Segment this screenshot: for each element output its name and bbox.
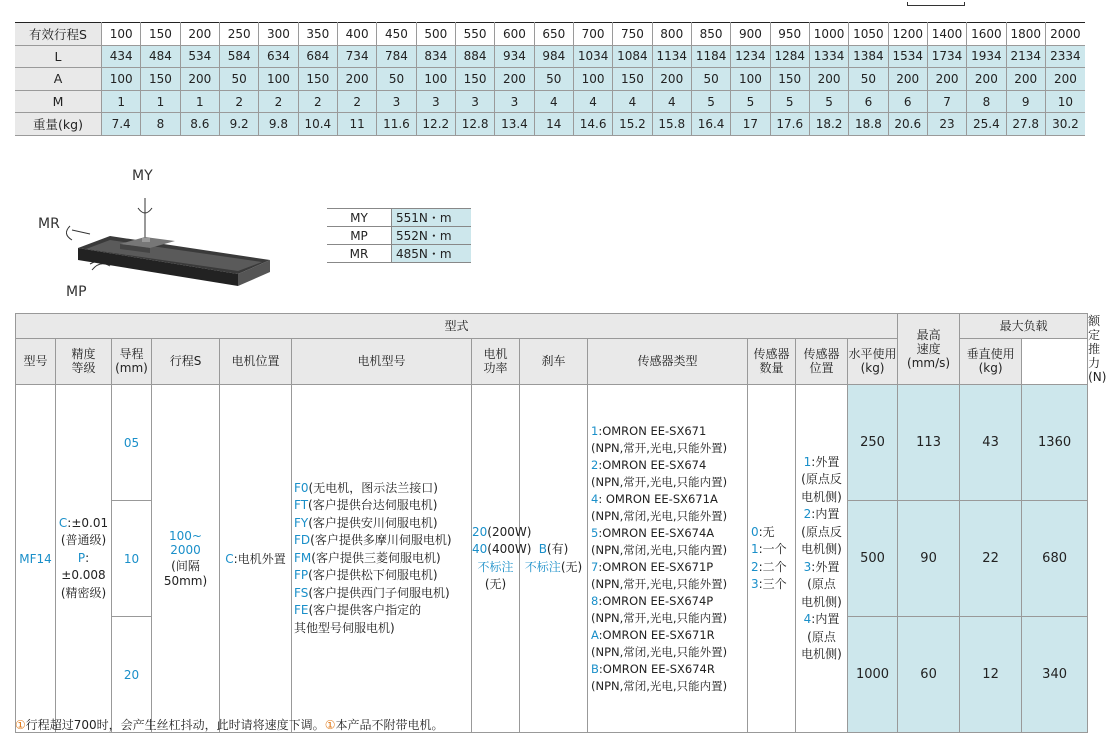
power-option-text: (无) — [484, 577, 507, 591]
spec-cell: 8 — [141, 113, 180, 136]
spec-cell: 1534 — [888, 45, 927, 68]
sensor-option-code: A — [591, 627, 599, 642]
spec-cell: 9.2 — [219, 113, 258, 136]
spec-cell: 700 — [573, 23, 612, 46]
spec-cell: 800 — [652, 23, 691, 46]
motor-option-code: FP — [294, 568, 309, 583]
spec-row-label: 重量(kg) — [15, 113, 102, 136]
sensor-position-option-text: (原点 — [807, 629, 836, 644]
sensor-type-cell — [588, 385, 748, 733]
sensor-option-code: B — [591, 661, 599, 676]
moment-value: 551N・m — [392, 209, 472, 227]
spec-cell: 7 — [927, 90, 966, 113]
note-mark: ① — [15, 718, 26, 732]
header-line: 功率 — [483, 361, 508, 376]
spec-cell: 1334 — [809, 45, 848, 68]
spec-cell: 1034 — [573, 45, 612, 68]
spec-cell: 9 — [1006, 90, 1045, 113]
spec-cell: 20.6 — [888, 113, 927, 136]
accuracy-option-code: P — [77, 550, 86, 565]
lead-cell: 10 — [112, 501, 152, 617]
spec-cell: 11.6 — [377, 113, 416, 136]
sensor-option-text: :OMRON EE-SX674P — [598, 593, 714, 608]
spec-cell: 200 — [180, 68, 219, 91]
spec-cell: 100 — [102, 23, 141, 46]
spec-cell: 100 — [102, 68, 141, 91]
spec-cell: 18.2 — [809, 113, 848, 136]
power-option-code: 40 — [472, 542, 488, 556]
spec-cell: 50 — [377, 68, 416, 91]
spec-cell: 534 — [180, 45, 219, 68]
spec-cell: 50 — [691, 68, 730, 91]
spec-cell: 1384 — [849, 45, 888, 68]
header-line: 精度 — [71, 347, 96, 362]
sensor-position-option-text: (原点反 — [801, 524, 842, 539]
spec-cell: 15.2 — [613, 113, 652, 136]
accuracy-option-text: :±0.008 — [61, 550, 106, 583]
brake-cell — [520, 385, 588, 733]
moment-key: MR — [327, 245, 392, 263]
stroke-spec-table — [15, 22, 1085, 136]
header-line: 垂直使用 — [966, 347, 1015, 362]
brake-option-code: B — [538, 542, 547, 556]
header-line: 额定推力 — [1088, 314, 1101, 370]
sensor-option-text: (NPN,常开,光电,只能内置) — [591, 474, 728, 489]
stroke-header: 行程S — [152, 338, 220, 384]
model-header: 型号 — [16, 338, 56, 384]
spec-cell: 11 — [337, 113, 376, 136]
sensor-count-option-code: 3 — [751, 577, 759, 591]
sensor-position-option-text: :内置 — [811, 507, 840, 521]
load-vertical-header — [960, 338, 1022, 384]
spec-cell: 200 — [809, 68, 848, 91]
spec-cell: 834 — [416, 45, 455, 68]
motor-option-code: FT — [294, 498, 309, 513]
sensor-option-text: (NPN,常开,光电,只能外置) — [591, 576, 728, 591]
sensor-option-text: (NPN,常闭,光电,只能内置) — [591, 678, 728, 693]
motor-option-code: FY — [294, 515, 309, 530]
sensor-position-option-code: 1 — [803, 454, 812, 469]
spec-row-label: L — [15, 45, 102, 68]
lead-cell: 20 — [112, 617, 152, 733]
type-group-header: 型式 — [16, 314, 898, 339]
spec-cell: 1400 — [927, 23, 966, 46]
header-line: 位置 — [809, 361, 834, 376]
load-horizontal-header — [848, 338, 898, 384]
sensor-option-text: (NPN,常闭,光电,只能内置) — [591, 542, 728, 557]
spec-cell: 3 — [455, 90, 494, 113]
spec-cell: 200 — [1006, 68, 1045, 91]
spec-cell: 200 — [337, 68, 376, 91]
motor-option-text: (客户提供三菱伺服电机) — [311, 550, 441, 565]
sensor-position-option-code: 2 — [803, 507, 812, 521]
sensor-count-option-text: :二个 — [758, 559, 787, 574]
spec-cell: 150 — [141, 68, 180, 91]
spec-cell: 484 — [141, 45, 180, 68]
header-line: (kg) — [860, 361, 885, 376]
sensor-option-text: :OMRON EE-SX674A — [598, 525, 715, 540]
mp-label: MP — [66, 284, 87, 300]
spec-cell: 9.8 — [259, 113, 298, 136]
stroke-cell — [152, 385, 220, 733]
spec-cell: 1084 — [613, 45, 652, 68]
motor-option-text: (客户提供客户指定的 — [308, 603, 422, 618]
spec-cell: 1200 — [888, 23, 927, 46]
spec-cell: 1184 — [691, 45, 730, 68]
spec-cell: 200 — [180, 23, 219, 46]
motor-power-cell — [472, 385, 532, 733]
header-line: 传感器 — [803, 347, 840, 362]
spec-cell: 100 — [416, 68, 455, 91]
load-vertical-cell: 12 — [960, 617, 1022, 733]
spec-cell: 1734 — [927, 45, 966, 68]
rated-thrust-cell: 680 — [1022, 501, 1088, 617]
load-horizontal-cell: 60 — [898, 617, 960, 733]
header-line: 最高 — [916, 328, 941, 342]
sensor-option-text: (NPN,常开,光电,只能外置) — [591, 440, 728, 455]
spec-cell: 150 — [613, 68, 652, 91]
spec-row — [15, 68, 1085, 91]
spec-cell: 200 — [888, 68, 927, 91]
header-line: 等级 — [71, 361, 96, 376]
spec-cell: 100 — [573, 68, 612, 91]
spec-cell: 1 — [141, 90, 180, 113]
spec-cell: 5 — [691, 90, 730, 113]
spec-row-label: A — [15, 68, 102, 91]
spec-cell: 23 — [927, 113, 966, 136]
max-speed-cell: 500 — [848, 501, 898, 617]
header-line: (mm) — [115, 361, 148, 376]
motor-model-header: 电机型号 — [292, 338, 472, 384]
sensor-option-text: : OMRON EE-SX671A — [598, 491, 718, 506]
stroke-note: (间隔50mm) — [163, 559, 208, 588]
sensor-option-text: :OMRON EE-SX671 — [598, 423, 707, 438]
spec-cell: 14 — [534, 113, 573, 136]
spec-cell: 500 — [416, 23, 455, 46]
spec-cell: 3 — [416, 90, 455, 113]
accuracy-header — [56, 338, 112, 384]
spec-cell: 5 — [731, 90, 770, 113]
spec-cell: 1000 — [809, 23, 848, 46]
lead-header — [112, 338, 152, 384]
spec-cell: 650 — [534, 23, 573, 46]
moment-key: MP — [327, 227, 392, 245]
spec-cell: 1234 — [731, 45, 770, 68]
spec-cell: 10.4 — [298, 113, 337, 136]
spec-row — [15, 113, 1085, 136]
spec-cell: 6 — [849, 90, 888, 113]
load-horizontal-cell: 90 — [898, 501, 960, 617]
brake-option-code: 不标注 — [524, 559, 561, 574]
note-text: 本产品不附带电机。 — [335, 718, 444, 732]
motor-model-cell — [292, 385, 472, 733]
spec-cell: 1284 — [770, 45, 809, 68]
power-option-text: (200W) — [487, 524, 532, 539]
spec-cell: 684 — [298, 45, 337, 68]
spec-cell: 450 — [377, 23, 416, 46]
sensor-position-option-text: :外置 — [811, 454, 840, 469]
spec-cell: 200 — [1045, 68, 1085, 91]
motor-option-text: (无电机，图示法兰接口) — [308, 480, 438, 495]
spec-cell: 2134 — [1006, 45, 1045, 68]
power-option-code: 不标注 — [477, 559, 514, 574]
header-line: 速度 — [916, 342, 941, 356]
motor-option-code: FD — [294, 533, 311, 548]
sensor-option-code: 7 — [591, 559, 599, 574]
sensor-position-option-text: :内置 — [811, 612, 840, 626]
brake-option-text: (无) — [560, 559, 583, 574]
spec-cell: 434 — [102, 45, 141, 68]
lead-cell: 05 — [112, 385, 152, 501]
motor-option-code: F0 — [294, 480, 309, 495]
spec-cell: 2 — [219, 90, 258, 113]
max-speed-header — [898, 314, 960, 385]
spec-cell: 50 — [534, 68, 573, 91]
sensor-position-option-text: 电机侧) — [801, 489, 842, 504]
header-line: (N) — [1088, 370, 1106, 384]
spec-cell: 12.2 — [416, 113, 455, 136]
accuracy-option-text: :±0.01 — [67, 515, 109, 530]
spec-cell: 250 — [219, 23, 258, 46]
sensor-option-code: 2 — [591, 457, 599, 472]
spec-cell: 25.4 — [967, 113, 1006, 136]
spec-cell: 16.4 — [691, 113, 730, 136]
motor-option-code: FE — [294, 603, 309, 618]
spec-cell: 984 — [534, 45, 573, 68]
motor-option-text: (客户提供西门子伺服电机) — [308, 585, 450, 600]
spec-cell: 27.8 — [1006, 113, 1045, 136]
spec-cell: 750 — [613, 23, 652, 46]
spec-cell: 1934 — [967, 45, 1006, 68]
load-horizontal-cell: 113 — [898, 385, 960, 501]
model-cell: MF14 — [16, 385, 56, 733]
motor-power-header — [472, 338, 520, 384]
spec-cell: 2 — [298, 90, 337, 113]
spec-cell: 3 — [495, 90, 534, 113]
sensor-count-option-text: :无 — [758, 524, 775, 539]
accuracy-option-text: (精密级) — [60, 585, 107, 600]
spec-cell: 15.8 — [652, 113, 691, 136]
sensor-position-option-text: :外置 — [811, 559, 840, 574]
sensor-option-text: :OMRON EE-SX674R — [598, 661, 715, 676]
motor-option-code: FS — [294, 585, 309, 600]
header-line: (mm/s) — [907, 356, 951, 370]
accuracy-option-code: C — [58, 515, 68, 530]
spec-cell: 584 — [219, 45, 258, 68]
header-line: 数量 — [759, 361, 784, 376]
moment-value: 552N・m — [392, 227, 472, 245]
spec-cell: 14.6 — [573, 113, 612, 136]
spec-cell: 634 — [259, 45, 298, 68]
spec-row-label: 有效行程S — [15, 23, 102, 46]
spec-cell: 17.6 — [770, 113, 809, 136]
header-line: 导程 — [119, 347, 144, 362]
rated-thrust-cell: 340 — [1022, 617, 1088, 733]
sensor-option-text: :OMRON EE-SX674 — [598, 457, 707, 472]
motor-position-cell — [220, 385, 292, 733]
sensor-option-code: 1 — [591, 423, 599, 438]
motor-option-code: FM — [294, 550, 312, 565]
accuracy-cell — [56, 385, 112, 733]
spec-cell: 2334 — [1045, 45, 1085, 68]
spec-cell: 5 — [770, 90, 809, 113]
sensor-position-option-text: 电机侧) — [801, 542, 842, 556]
spec-cell: 8.6 — [180, 113, 219, 136]
spec-cell: 900 — [731, 23, 770, 46]
accuracy-option-text: (普通级) — [60, 533, 107, 548]
spec-cell: 884 — [455, 45, 494, 68]
note-mark: ① — [324, 718, 336, 732]
load-vertical-cell: 22 — [960, 501, 1022, 617]
stroke-range: 100~ 2000 — [169, 529, 202, 557]
sensor-count-option-text: :三个 — [758, 577, 787, 591]
spec-cell: 3 — [377, 90, 416, 113]
motor-option-text: (客户提供台达伺服电机) — [308, 498, 438, 513]
spec-cell: 4 — [652, 90, 691, 113]
spec-cell: 18.8 — [849, 113, 888, 136]
sensor-option-code: 4 — [591, 491, 599, 506]
spec-cell: 100 — [259, 68, 298, 91]
spec-cell: 300 — [259, 23, 298, 46]
mr-label: MR — [38, 216, 60, 232]
sensor-position-cell — [796, 385, 848, 733]
spec-cell: 6 — [888, 90, 927, 113]
spec-cell: 4 — [573, 90, 612, 113]
sensor-type-header: 传感器类型 — [588, 338, 748, 384]
moment-value: 485N・m — [392, 245, 472, 263]
spec-cell: 100 — [731, 68, 770, 91]
spec-row — [15, 90, 1085, 113]
spec-row — [15, 23, 1085, 46]
spec-cell: 4 — [613, 90, 652, 113]
power-option-code: 20 — [472, 524, 488, 539]
spec-cell: 150 — [770, 68, 809, 91]
sensor-option-text: (NPN,常开,光电,只能内置) — [591, 610, 728, 625]
spec-cell: 950 — [770, 23, 809, 46]
spec-cell: 200 — [495, 68, 534, 91]
sensor-option-text: (NPN,常闭,光电,只能外置) — [591, 644, 728, 659]
spec-cell: 4 — [534, 90, 573, 113]
sensor-position-option-text: 电机侧) — [801, 647, 842, 661]
spec-cell: 50 — [219, 68, 258, 91]
motor-option-text: (客户提供多摩川伺服电机) — [310, 533, 452, 548]
spec-cell: 1 — [180, 90, 219, 113]
spec-cell: 2000 — [1045, 23, 1085, 46]
spec-cell: 600 — [495, 23, 534, 46]
spec-row-label: M — [15, 90, 102, 113]
dimension-mark — [907, 2, 965, 6]
spec-cell: 734 — [337, 45, 376, 68]
motor-option-text: (客户提供安川伺服电机) — [308, 515, 438, 530]
spec-cell: 1800 — [1006, 23, 1045, 46]
header-line: 传感器 — [753, 347, 790, 362]
spec-cell: 550 — [455, 23, 494, 46]
load-vertical-cell: 43 — [960, 385, 1022, 501]
spec-cell: 7.4 — [102, 113, 141, 136]
header-line: 水平使用 — [848, 347, 897, 362]
sensor-option-code: 8 — [591, 593, 599, 608]
spec-cell: 10 — [1045, 90, 1085, 113]
sensor-option-text: (NPN,常闭,光电,只能外置) — [591, 508, 728, 523]
spec-cell: 12.8 — [455, 113, 494, 136]
footnote — [15, 716, 443, 733]
spec-cell: 200 — [927, 68, 966, 91]
sensor-position-option-code: 4 — [803, 612, 812, 626]
spec-cell: 934 — [495, 45, 534, 68]
power-option-text: (400W) — [487, 542, 532, 556]
max-load-header: 最大负载 — [960, 314, 1088, 339]
spec-cell: 30.2 — [1045, 113, 1085, 136]
header-line: (kg) — [978, 361, 1003, 376]
sensor-option-text: :OMRON EE-SX671P — [598, 559, 714, 574]
note-text: 行程超过700时，会产生丝杠抖动，此时请将速度下调。 — [25, 718, 325, 732]
sensor-position-header — [796, 338, 848, 384]
spec-cell: 50 — [849, 68, 888, 91]
spec-cell: 8 — [967, 90, 1006, 113]
motor-position-code: C — [225, 552, 234, 566]
max-speed-cell: 1000 — [848, 617, 898, 733]
sensor-position-option-text: (原点反 — [801, 472, 842, 486]
model-selection-table — [15, 313, 1106, 733]
motor-position-header: 电机位置 — [220, 338, 292, 384]
spec-cell: 5 — [809, 90, 848, 113]
spec-cell: 784 — [377, 45, 416, 68]
brake-header: 刹车 — [520, 338, 588, 384]
moment-key: MY — [327, 209, 392, 227]
motor-position-text: :电机外置 — [233, 552, 286, 566]
sensor-position-option-text: 电机侧) — [801, 594, 842, 609]
spec-cell: 2 — [337, 90, 376, 113]
spec-cell: 400 — [337, 23, 376, 46]
spec-cell: 17 — [731, 113, 770, 136]
motor-option-text: (客户提供松下伺服电机) — [308, 568, 438, 583]
spec-cell: 13.4 — [495, 113, 534, 136]
spec-cell: 1050 — [849, 23, 888, 46]
spec-row — [15, 45, 1085, 68]
header-line: 电机 — [483, 347, 508, 362]
sensor-count-option-code: 1 — [751, 542, 759, 556]
sensor-count-option-text: :一个 — [758, 542, 787, 556]
spec-cell: 2 — [259, 90, 298, 113]
spec-cell: 350 — [298, 23, 337, 46]
sensor-count-option-code: 0 — [751, 524, 759, 539]
brake-option-text: (有) — [546, 542, 569, 556]
spec-cell: 1134 — [652, 45, 691, 68]
spec-cell: 200 — [967, 68, 1006, 91]
moment-diagram — [30, 160, 290, 310]
my-label: MY — [132, 168, 153, 184]
sensor-position-option-text: (原点 — [807, 577, 836, 591]
sensor-count-cell — [748, 385, 796, 733]
max-speed-cell: 250 — [848, 385, 898, 501]
spec-cell: 200 — [652, 68, 691, 91]
sensor-option-code: 5 — [591, 525, 599, 540]
spec-cell: 850 — [691, 23, 730, 46]
motor-option-text: 其他型号伺服电机) — [294, 620, 395, 635]
allowable-moment-table — [327, 208, 471, 263]
sensor-count-header — [748, 338, 796, 384]
spec-cell: 1600 — [967, 23, 1006, 46]
sensor-position-option-code: 3 — [803, 559, 812, 574]
spec-cell: 150 — [455, 68, 494, 91]
spec-cell: 1 — [102, 90, 141, 113]
rated-thrust-cell: 1360 — [1022, 385, 1088, 501]
spec-cell: 150 — [141, 23, 180, 46]
spec-cell: 150 — [298, 68, 337, 91]
sensor-option-text: :OMRON EE-SX671R — [598, 627, 715, 642]
sensor-count-option-code: 2 — [751, 559, 759, 574]
